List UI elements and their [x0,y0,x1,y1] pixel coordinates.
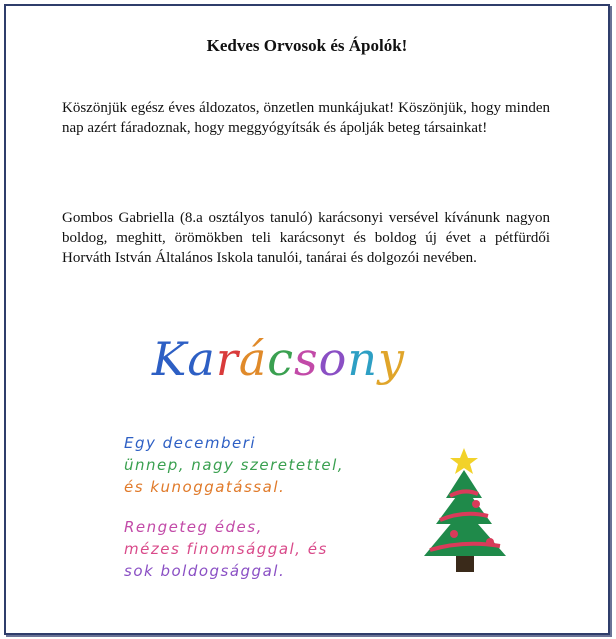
heading-letter: a [187,332,216,386]
heading-letter: n [347,332,378,386]
poem-line: ünnep, nagy szeretettel, [124,456,345,474]
heading-letter: c [267,332,295,386]
heading-letter: o [318,332,348,386]
heading-letter: á [238,332,268,386]
letter-paragraph-wishes: Gombos Gabriella (8.a osztályos tanuló) karácsonyi versével kívánunk nagyon boldog, meghitt, örömökben teli karácsonyt és boldog új évet a pétfürdői Horváth István Általános Iskola tanulói, tanárai és dolgozói nevében. [62,210,550,266]
heading-letter: r [215,332,239,386]
poem-line: Rengeteg édes, [124,518,263,536]
letter-frame [4,4,610,635]
heading-letter: y [377,332,405,386]
letter-title: Kedves Orvosok és Ápolók! [206,36,408,55]
letter-paragraph-thanks: Köszönjük egész éves áldozatos, önzetlen munkájukat! Köszönjük, hogy minden nap azért fáradoznak, hogy meggyógyítsák és ápolják beteg társainkat! [62,100,550,136]
handwritten-heading [152,332,405,386]
poem-line: mézes finomsággal, és [124,540,328,558]
tree-trunk [456,556,474,572]
poem-stanza-2 [124,516,344,582]
poem-line: és kunoggatással. [124,478,286,496]
poem-stanza-1 [124,432,344,498]
tree-ornament [486,538,494,546]
heading-letter: s [294,332,319,386]
tree-ornament [472,500,480,508]
heading-letter: K [152,332,188,386]
poem-line: sok boldogsággal. [124,562,286,580]
tree-ornament [450,530,458,538]
poem-line: Egy decemberi [124,434,257,452]
christmas-tree-icon [420,446,520,586]
handwritten-poem [124,432,344,600]
